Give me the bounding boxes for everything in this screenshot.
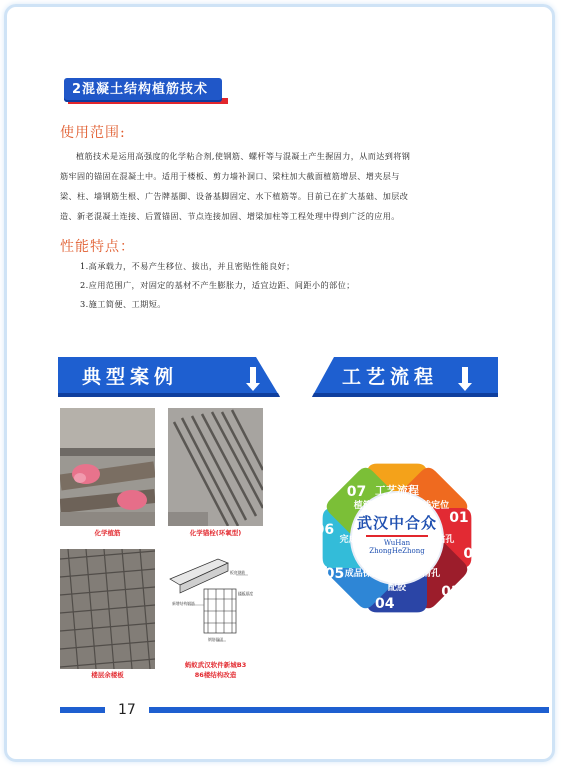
process-petal-label-2: 划线定位 bbox=[413, 500, 450, 511]
process-petal-label-7: 完成 bbox=[339, 535, 358, 545]
process-petal-number-7: 06 bbox=[314, 522, 335, 538]
process-center-line2: ZhongHeZhong bbox=[369, 547, 425, 555]
process-banner bbox=[312, 357, 498, 397]
feature-item-2: 2.应用范围广，对固定的基材不产生膨胀力，适宜边距、间距小的部位； bbox=[80, 280, 355, 290]
usage-heading: 使用范围: bbox=[60, 125, 126, 141]
process-petal-label-1: 工艺流程 bbox=[375, 483, 419, 497]
section-title: 2混凝土结构植筋技术 bbox=[72, 82, 209, 97]
page-number: 17 bbox=[118, 702, 136, 718]
diagram-label-b: 楼板厚度 bbox=[238, 591, 254, 596]
photo-chemical-anchor bbox=[168, 408, 263, 526]
features-heading: 性能特点： bbox=[60, 239, 135, 255]
photo-caption-3: 楼层余楼板 bbox=[91, 671, 124, 679]
diagram-label-d: 钢筋锚固 bbox=[208, 637, 224, 642]
photo-caption-4-line-1: 蚂蚁武汉软件新城B3 bbox=[184, 661, 247, 669]
process-petal-number-4: 03 bbox=[441, 584, 461, 601]
process-petal-label-3: 钻孔 bbox=[436, 535, 455, 545]
process-petal-label-5: 配胶 bbox=[387, 583, 406, 594]
usage-line-3: 梁、柱、墙钢筋生根、广告牌基脚、设备基脚固定、水下植筋等。目前已在扩大基础、加层改 bbox=[60, 191, 409, 201]
process-center-line1: WuHan bbox=[383, 539, 411, 547]
photo-caption-2: 化学锚栓(环氧型) bbox=[189, 529, 242, 537]
cases-banner-label: 典型案例 bbox=[82, 366, 179, 388]
feature-item-3: 3.施工简便、工期短。 bbox=[80, 299, 166, 309]
process-petal-label-6: 成品保护 bbox=[344, 569, 381, 580]
photo-caption-1: 化学植筋 bbox=[94, 529, 121, 537]
process-arrow-head-icon bbox=[458, 383, 472, 391]
photo-structure-diagram bbox=[168, 549, 263, 657]
process-center bbox=[354, 506, 440, 568]
process-petal-number-3: 02 bbox=[463, 546, 483, 562]
photo-caption-4-line-2: 86楼结构改造 bbox=[194, 671, 237, 679]
process-petal-number-2: 01 bbox=[449, 509, 469, 526]
feature-item-1: 1.高承载力，不易产生移位、拔出，并且密贴性能良好； bbox=[80, 261, 295, 271]
process-center-divider bbox=[366, 535, 428, 537]
process-petal-number-8: 07 bbox=[346, 483, 367, 500]
process-petal-number-5: 04 bbox=[375, 596, 395, 613]
diagram-label-c: 新增结构钢筋 bbox=[172, 601, 195, 606]
photo-floor-slab bbox=[60, 549, 155, 669]
process-petal-label-4: 清孔 bbox=[422, 569, 441, 580]
photo-chemical-rebar bbox=[60, 408, 155, 526]
cases-arrow-head-icon bbox=[246, 383, 260, 391]
usage-line-2: 筋牢固的锚固在混凝土中。适用于楼板、剪力墙补洞口、梁柱加大截面植筋增层、增夹层与 bbox=[60, 171, 400, 181]
process-petal-number-6: 05 bbox=[324, 566, 345, 583]
process-banner-label: 工艺流程 bbox=[342, 366, 439, 388]
process-center-title: 武汉中合众 bbox=[356, 514, 437, 532]
process-flower-diagram bbox=[292, 428, 502, 648]
usage-line-4: 造、新老混凝土连接、后置锚固、节点连接加固、增梁加柱等工程处理中得到广泛的应用。 bbox=[60, 211, 400, 221]
process-petal-label-8: 植筋 bbox=[353, 500, 372, 511]
footer-bar-left bbox=[60, 707, 105, 713]
diagram-label-a: 板底钢筋 bbox=[230, 570, 246, 575]
cases-banner bbox=[58, 357, 280, 397]
footer-bar-right bbox=[149, 707, 549, 713]
usage-line-1: 植筋技术是运用高强度的化学粘合剂,使钢筋、螺杆等与混凝土产生握固力，从而达到将钢 bbox=[76, 151, 411, 161]
